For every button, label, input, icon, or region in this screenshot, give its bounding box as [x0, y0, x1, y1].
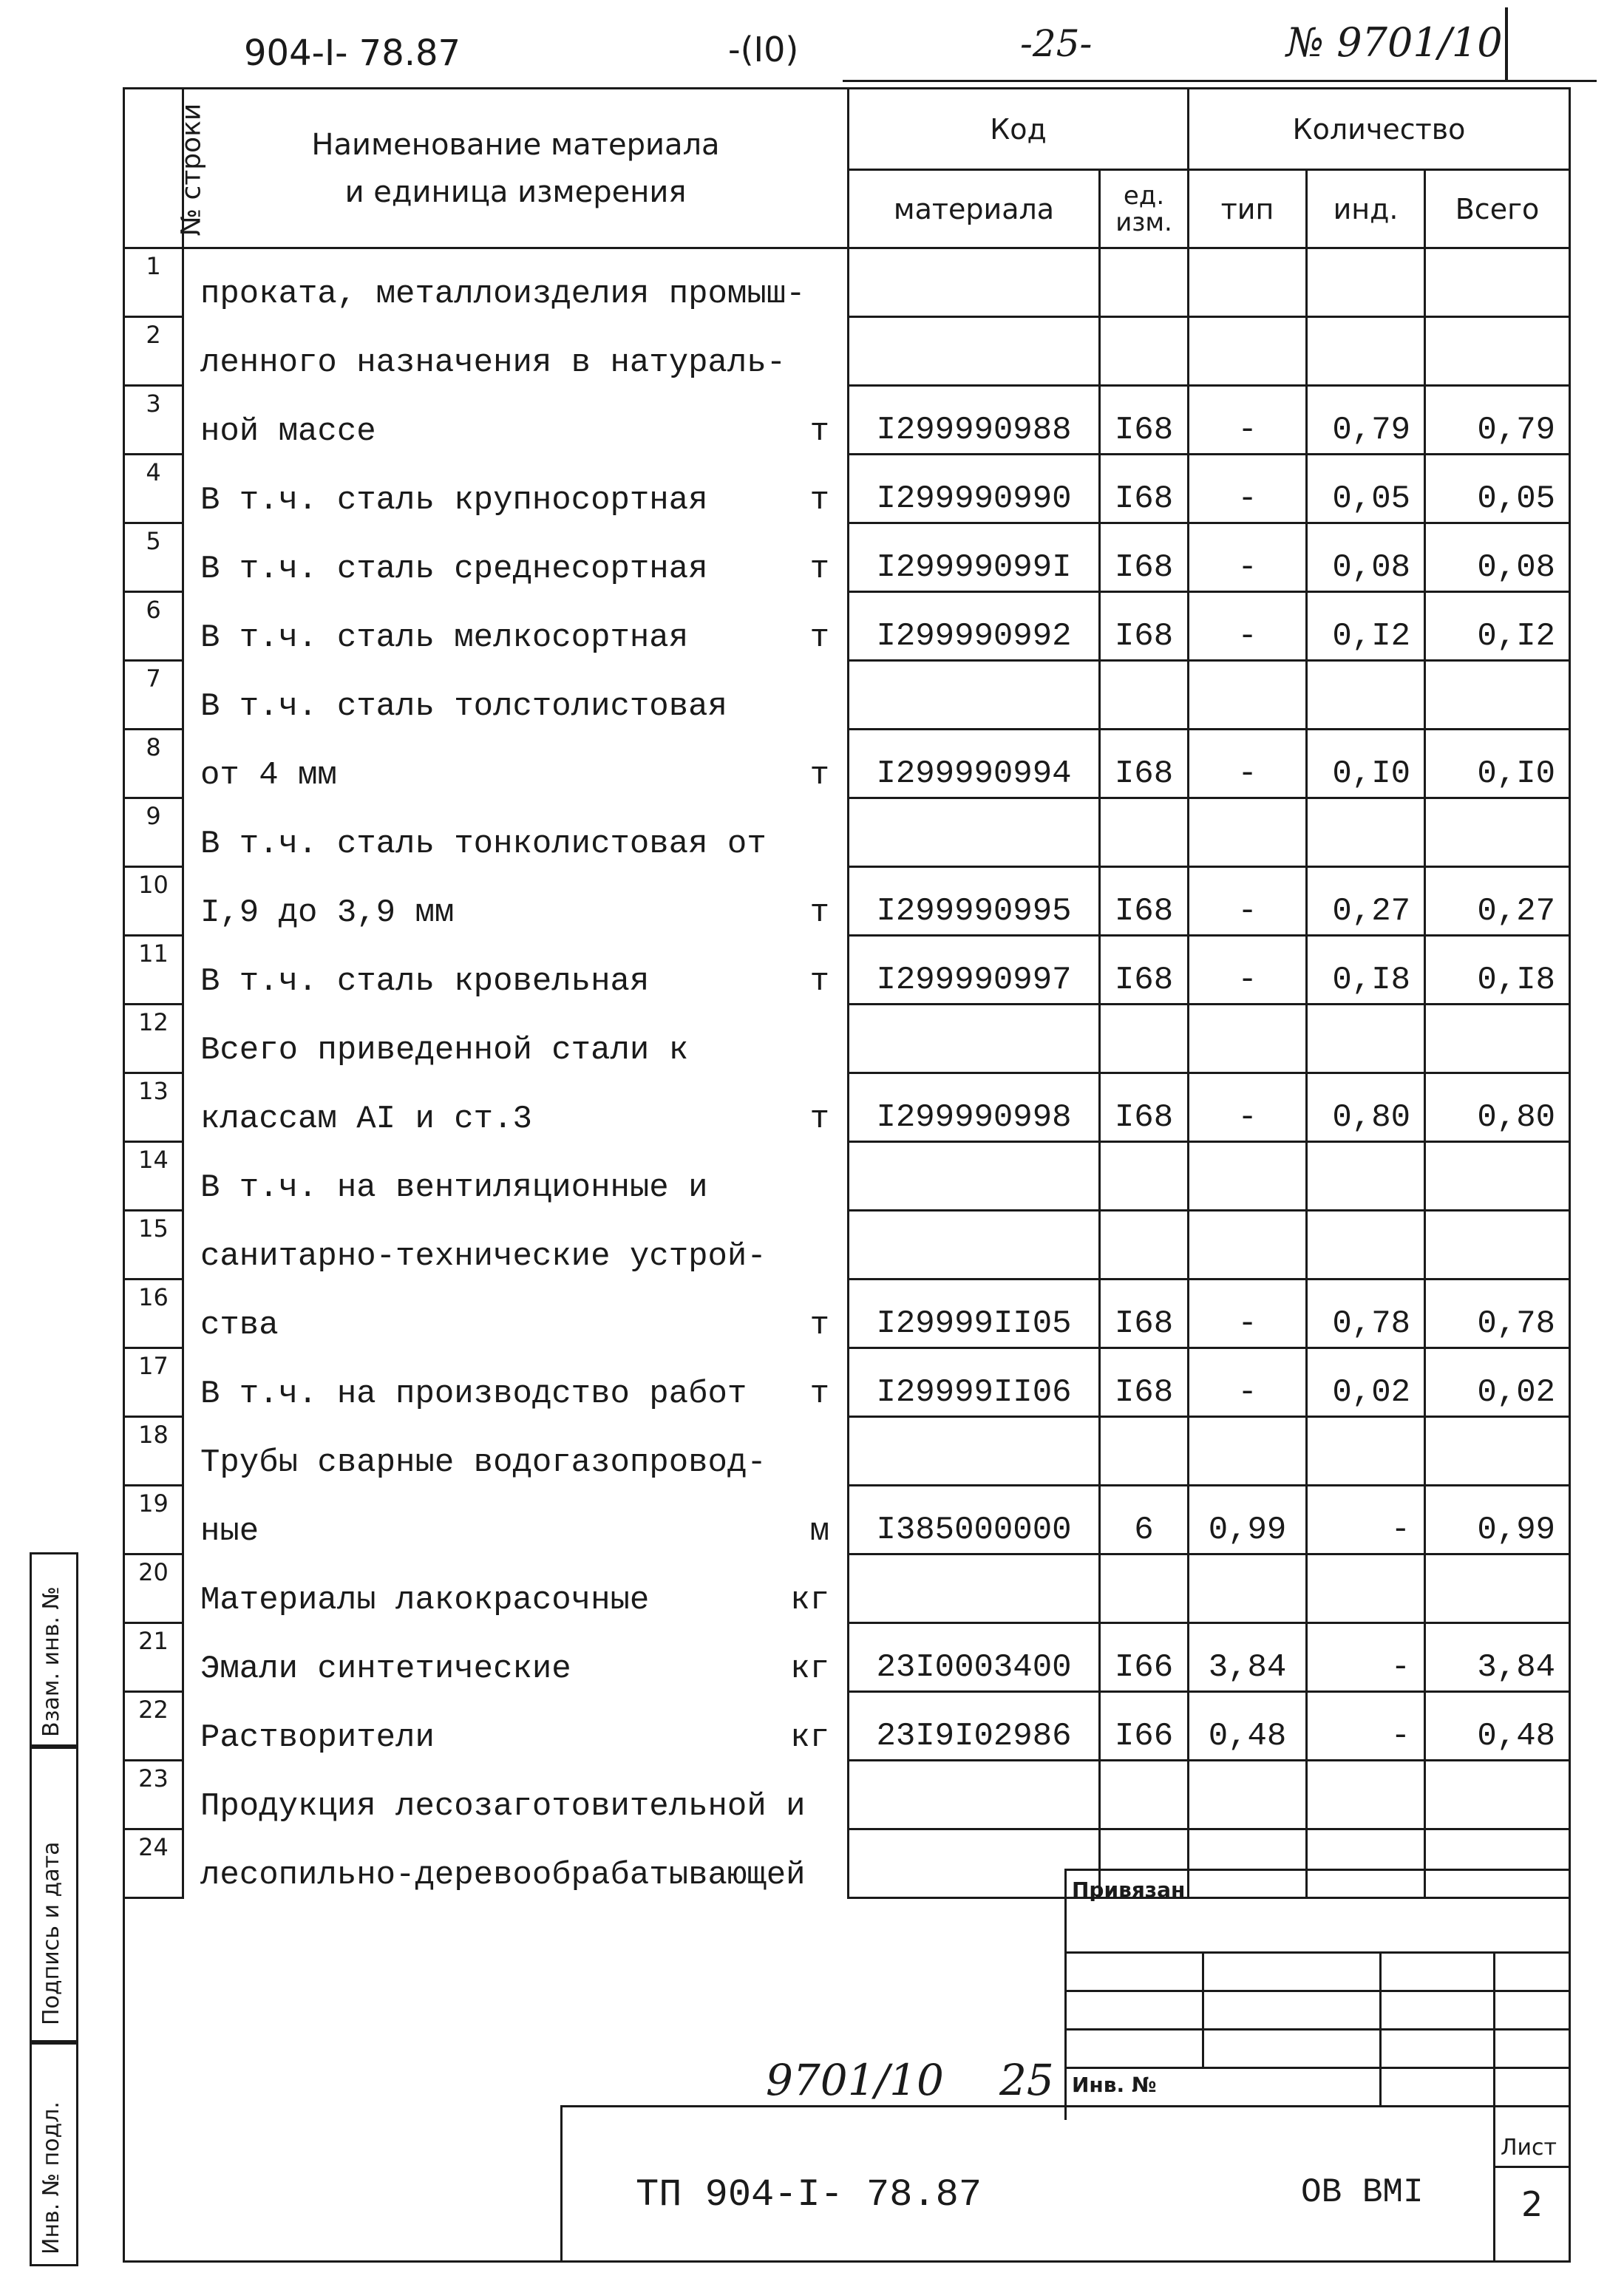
qty-total-cell: [1425, 1005, 1570, 1073]
header-quantity-group: Количество: [1189, 89, 1570, 170]
qty-ind-cell: -: [1307, 1486, 1425, 1554]
qty-ind-cell: [1307, 1829, 1425, 1898]
qty-type-cell: 3,84: [1189, 1623, 1307, 1692]
table-row: [124, 867, 1570, 936]
qty-ind-cell: 0,27: [1307, 867, 1425, 936]
qty-ind-cell: 0,02: [1307, 1348, 1425, 1417]
unit-code-cell: 6: [1100, 1486, 1189, 1554]
title-block-doc-code: ТП 904-I- 78.87: [636, 2173, 982, 2217]
unit-code-cell: I68: [1100, 592, 1189, 661]
archive-number-handwritten: № 9701/10: [1286, 19, 1503, 66]
material-code-cell: I299990998: [849, 1073, 1100, 1142]
material-name-cell: [183, 1211, 849, 1280]
qty-type-cell: -: [1189, 455, 1307, 523]
material-name-cell: [183, 1486, 849, 1554]
material-name-cell: [183, 1348, 849, 1417]
row-number-cell: 19: [124, 1486, 183, 1554]
material-code-cell: [849, 1761, 1100, 1829]
material-name-cell: [183, 1554, 849, 1623]
qty-total-cell: 0,I0: [1425, 730, 1570, 798]
inv-no-label: Инв. №: [1072, 2073, 1157, 2097]
table-row: [124, 1486, 1570, 1554]
unit-of-measure: т: [809, 619, 829, 656]
qty-total-cell: 0,48: [1425, 1692, 1570, 1761]
material-code-cell: 23I9I02986: [849, 1692, 1100, 1761]
material-name-cell: [183, 592, 849, 661]
unit-code-cell: [1100, 1142, 1189, 1211]
material-code-cell: I299990997: [849, 936, 1100, 1005]
qty-total-cell: [1425, 1761, 1570, 1829]
qty-type-cell: 0,99: [1189, 1486, 1307, 1554]
material-name-text: В т.ч. сталь тонколистовая от: [200, 825, 767, 863]
qty-ind-cell: 0,08: [1307, 523, 1425, 592]
qty-ind-cell: [1307, 1005, 1425, 1073]
qty-total-cell: 0,79: [1425, 386, 1570, 455]
material-name-text: ной массе: [200, 412, 376, 450]
row-number-cell: 17: [124, 1348, 183, 1417]
material-name-text: В т.ч. сталь кровельная: [200, 962, 650, 1000]
material-code-cell: 23I0003400: [849, 1623, 1100, 1692]
table-row: [124, 1829, 1570, 1898]
unit-code-cell: [1100, 317, 1189, 386]
unit-code-cell: I68: [1100, 867, 1189, 936]
qty-total-cell: [1425, 1554, 1570, 1623]
material-code-cell: [849, 1417, 1100, 1486]
material-name-cell: [183, 1623, 849, 1692]
row-number-cell: 13: [124, 1073, 183, 1142]
qty-type-cell: -: [1189, 867, 1307, 936]
sheet-marker: -(I0): [728, 30, 799, 69]
qty-total-cell: [1425, 248, 1570, 317]
qty-total-cell: 0,05: [1425, 455, 1570, 523]
unit-code-cell: I66: [1100, 1623, 1189, 1692]
title-block-sheet-code: ОВ ВМI: [1301, 2173, 1424, 2212]
material-name-text: В т.ч. сталь крупносортная: [200, 481, 708, 519]
qty-ind-cell: 0,I8: [1307, 936, 1425, 1005]
table-row: [124, 1554, 1570, 1623]
material-code-cell: [849, 1554, 1100, 1623]
material-name-text: Растворители: [200, 1719, 435, 1756]
unit-of-measure: т: [809, 756, 829, 794]
material-name-text: В т.ч. на вентиляционные и: [200, 1169, 708, 1206]
material-code-cell: I29999II05: [849, 1280, 1100, 1348]
qty-ind-cell: 0,I0: [1307, 730, 1425, 798]
unit-code-cell: [1100, 1761, 1189, 1829]
qty-total-cell: 0,08: [1425, 523, 1570, 592]
qty-total-cell: [1425, 317, 1570, 386]
row-number-cell: 10: [124, 867, 183, 936]
material-code-cell: I299990988: [849, 386, 1100, 455]
frame-bottom: [123, 2260, 1571, 2263]
material-name-cell: [183, 317, 849, 386]
material-code-cell: I299990994: [849, 730, 1100, 798]
unit-code-cell: I68: [1100, 730, 1189, 798]
qty-ind-cell: 0,80: [1307, 1073, 1425, 1142]
qty-total-cell: [1425, 1829, 1570, 1898]
unit-of-measure: кг: [790, 1581, 829, 1619]
table-row: [124, 455, 1570, 523]
qty-type-cell: -: [1189, 592, 1307, 661]
unit-of-measure: кг: [790, 1650, 829, 1688]
material-name-text: ные: [200, 1512, 259, 1550]
page-number-handwritten: -25-: [1020, 22, 1093, 65]
table-row: [124, 1280, 1570, 1348]
qty-type-cell: -: [1189, 1073, 1307, 1142]
materials-spec-table: [123, 87, 1571, 1899]
table-row: [124, 661, 1570, 730]
header-row-number: [124, 89, 207, 248]
row-number-cell: 21: [124, 1623, 183, 1692]
material-name-cell: [183, 386, 849, 455]
qty-ind-cell: [1307, 1417, 1425, 1486]
qty-total-cell: [1425, 1142, 1570, 1211]
qty-type-cell: -: [1189, 386, 1307, 455]
material-code-cell: [849, 1142, 1100, 1211]
row-number-label: № строки: [176, 103, 207, 236]
material-name-cell: [183, 661, 849, 730]
material-name-cell: [183, 867, 849, 936]
row-number-cell: 8: [124, 730, 183, 798]
table-row: [124, 1073, 1570, 1142]
unit-code-cell: [1100, 1005, 1189, 1073]
material-code-cell: [849, 1829, 1100, 1898]
table-row: [124, 730, 1570, 798]
unit-of-measure: т: [809, 894, 829, 931]
unit-of-measure: кг: [790, 1719, 829, 1756]
qty-total-cell: 0,02: [1425, 1348, 1570, 1417]
material-code-cell: I299990995: [849, 867, 1100, 936]
qty-type-cell: [1189, 1761, 1307, 1829]
row-number-cell: 9: [124, 798, 183, 867]
header-code-unit: ед. изм.: [1100, 170, 1189, 248]
material-name-cell: [183, 798, 849, 867]
table-row: [124, 317, 1570, 386]
qty-type-cell: -: [1189, 1280, 1307, 1348]
material-code-cell: [849, 248, 1100, 317]
material-name-cell: [183, 936, 849, 1005]
qty-type-cell: -: [1189, 523, 1307, 592]
material-code-cell: I29999099I: [849, 523, 1100, 592]
table-row: [124, 248, 1570, 317]
qty-total-cell: [1425, 661, 1570, 730]
side-label-vzam-inv: Взам. инв. №: [38, 1586, 64, 1737]
material-name-text: ленного назначения в натураль-: [200, 344, 786, 381]
table-row: [124, 1348, 1570, 1417]
frame-left: [123, 1744, 125, 2262]
qty-ind-cell: [1307, 661, 1425, 730]
unit-code-cell: [1100, 248, 1189, 317]
qty-type-cell: [1189, 1211, 1307, 1280]
unit-of-measure: т: [809, 412, 829, 450]
qty-type-cell: [1189, 1829, 1307, 1898]
unit-of-measure: т: [809, 481, 829, 519]
unit-of-measure: м: [809, 1512, 829, 1550]
document-code-header: 904-I- 78.87: [244, 33, 461, 74]
material-code-cell: [849, 798, 1100, 867]
qty-ind-cell: [1307, 1211, 1425, 1280]
material-code-cell: [849, 317, 1100, 386]
material-code-cell: I299990990: [849, 455, 1100, 523]
unit-of-measure: т: [809, 1306, 829, 1344]
row-number-cell: 7: [124, 661, 183, 730]
material-name-cell: [183, 730, 849, 798]
material-name-text: санитарно-технические устрой-: [200, 1237, 767, 1275]
qty-type-cell: [1189, 661, 1307, 730]
material-code-cell: I29999II06: [849, 1348, 1100, 1417]
table-row: [124, 523, 1570, 592]
qty-total-cell: [1425, 1417, 1570, 1486]
header-qty-type: тип: [1189, 170, 1307, 248]
material-name-text: В т.ч. сталь среднесортная: [200, 550, 708, 588]
unit-code-cell: I68: [1100, 523, 1189, 592]
header-top-rule: [843, 80, 1597, 82]
material-name-text: от 4 мм: [200, 756, 337, 794]
qty-type-cell: [1189, 1417, 1307, 1486]
qty-ind-cell: -: [1307, 1623, 1425, 1692]
tb-privyazan-top: [1064, 1869, 1569, 1871]
qty-type-cell: 0,48: [1189, 1692, 1307, 1761]
material-code-cell: [849, 661, 1100, 730]
material-name-cell: [183, 1829, 849, 1898]
qty-ind-cell: [1307, 1554, 1425, 1623]
qty-type-cell: -: [1189, 730, 1307, 798]
row-number-cell: 5: [124, 523, 183, 592]
row-number-cell: 1: [124, 248, 183, 317]
header-code-material: материала: [849, 170, 1100, 248]
tb-main-top: [560, 2105, 1569, 2107]
qty-ind-cell: [1307, 248, 1425, 317]
unit-code-cell: I68: [1100, 386, 1189, 455]
table-row: [124, 1211, 1570, 1280]
unit-of-measure: т: [809, 1375, 829, 1413]
qty-type-cell: [1189, 248, 1307, 317]
handwritten-page-number: 25: [999, 2055, 1054, 2105]
table-row: [124, 1761, 1570, 1829]
qty-total-cell: [1425, 1211, 1570, 1280]
material-code-cell: I299990992: [849, 592, 1100, 661]
qty-type-cell: [1189, 798, 1307, 867]
unit-code-cell: I68: [1100, 1348, 1189, 1417]
material-name-text: В т.ч. на производство работ: [200, 1375, 747, 1413]
spec-table-body: [124, 248, 1570, 1898]
table-row: [124, 1417, 1570, 1486]
tb-grid-v2: [1379, 1951, 1382, 2105]
qty-ind-cell: [1307, 1142, 1425, 1211]
row-number-cell: 11: [124, 936, 183, 1005]
table-row: [124, 1623, 1570, 1692]
table-row: [124, 936, 1570, 1005]
qty-total-cell: 0,78: [1425, 1280, 1570, 1348]
material-name-text: Трубы сварные водогазопровод-: [200, 1444, 767, 1481]
qty-type-cell: [1189, 1005, 1307, 1073]
table-row: [124, 798, 1570, 867]
material-name-text: I,9 до 3,9 мм: [200, 894, 455, 931]
qty-total-cell: 0,27: [1425, 867, 1570, 936]
privyazan-label: Привязан: [1072, 1877, 1186, 1902]
qty-total-cell: 0,80: [1425, 1073, 1570, 1142]
table-row: [124, 592, 1570, 661]
unit-of-measure: т: [809, 1100, 829, 1138]
unit-of-measure: т: [809, 550, 829, 588]
material-name-cell: [183, 1073, 849, 1142]
unit-code-cell: [1100, 1554, 1189, 1623]
row-number-cell: 18: [124, 1417, 183, 1486]
unit-code-cell: [1100, 661, 1189, 730]
material-name-cell: [183, 1692, 849, 1761]
tb-list-sep: [1493, 2166, 1569, 2168]
qty-ind-cell: 0,I2: [1307, 592, 1425, 661]
qty-type-cell: -: [1189, 1348, 1307, 1417]
frame-right: [1569, 1744, 1571, 2262]
qty-ind-cell: [1307, 317, 1425, 386]
material-name-cell: [183, 248, 849, 317]
unit-code-cell: [1100, 1417, 1189, 1486]
qty-ind-cell: [1307, 1761, 1425, 1829]
qty-total-cell: 0,I8: [1425, 936, 1570, 1005]
material-name-text: В т.ч. сталь толстолистовая: [200, 687, 727, 725]
material-name-cell: [183, 1005, 849, 1073]
tb-privyazan-left: [1064, 1869, 1067, 2120]
unit-code-cell: I68: [1100, 936, 1189, 1005]
qty-total-cell: 0,99: [1425, 1486, 1570, 1554]
material-name-cell: [183, 1280, 849, 1348]
table-row: [124, 1142, 1570, 1211]
row-number-cell: 16: [124, 1280, 183, 1348]
qty-type-cell: [1189, 1142, 1307, 1211]
material-name-cell: [183, 1761, 849, 1829]
unit-code-cell: I68: [1100, 1280, 1189, 1348]
material-name-text: Продукция лесозаготовительной и: [200, 1787, 806, 1825]
material-name-cell: [183, 1142, 849, 1211]
qty-type-cell: [1189, 1554, 1307, 1623]
material-code-cell: I385000000: [849, 1486, 1100, 1554]
qty-type-cell: -: [1189, 936, 1307, 1005]
material-name-text: Материалы лакокрасочные: [200, 1581, 650, 1619]
material-name-text: Эмали синтетические: [200, 1650, 571, 1688]
row-number-cell: 15: [124, 1211, 183, 1280]
tb-grid-v1: [1202, 1951, 1204, 2067]
unit-code-cell: [1100, 1211, 1189, 1280]
header-qty-ind: инд.: [1307, 170, 1425, 248]
material-name-text: лесопильно-деревообрабатывающей: [200, 1856, 806, 1894]
qty-ind-cell: -: [1307, 1692, 1425, 1761]
row-number-cell: 24: [124, 1829, 183, 1898]
row-number-cell: 23: [124, 1761, 183, 1829]
material-name-text: проката, металлоизделия промыш-: [200, 275, 806, 313]
handwritten-archive-number: 9701/10: [766, 2055, 944, 2105]
table-row: [124, 386, 1570, 455]
tb-main-left: [560, 2105, 563, 2260]
material-name-cell: [183, 1417, 849, 1486]
qty-total-cell: 3,84: [1425, 1623, 1570, 1692]
material-name-text: классам AI и ст.3: [200, 1100, 532, 1138]
header-right-rule: [1505, 7, 1508, 81]
material-code-cell: [849, 1005, 1100, 1073]
material-name-text: ства: [200, 1306, 279, 1344]
side-label-podpis-data: Подпись и дата: [38, 1841, 64, 2025]
unit-code-cell: [1100, 798, 1189, 867]
material-name-text: В т.ч. сталь мелкосортная: [200, 619, 689, 656]
qty-ind-cell: 0,78: [1307, 1280, 1425, 1348]
row-number-cell: 2: [124, 317, 183, 386]
table-row: [124, 1005, 1570, 1073]
header-code-group: Код: [849, 89, 1189, 170]
list-label: Лист: [1501, 2135, 1557, 2161]
row-number-cell: 6: [124, 592, 183, 661]
unit-code-cell: I66: [1100, 1692, 1189, 1761]
material-name-text: Всего приведенной стали к: [200, 1031, 689, 1069]
unit-code-cell: I68: [1100, 1073, 1189, 1142]
row-number-cell: 3: [124, 386, 183, 455]
qty-type-cell: [1189, 317, 1307, 386]
header-material-name: Наименование материала и единица измерения: [183, 89, 849, 248]
material-name-cell: [183, 523, 849, 592]
row-number-cell: 20: [124, 1554, 183, 1623]
material-code-cell: [849, 1211, 1100, 1280]
qty-total-cell: 0,I2: [1425, 592, 1570, 661]
row-number-cell: 22: [124, 1692, 183, 1761]
unit-of-measure: т: [809, 962, 829, 1000]
qty-ind-cell: 0,05: [1307, 455, 1425, 523]
unit-code-cell: I68: [1100, 455, 1189, 523]
qty-total-cell: [1425, 798, 1570, 867]
list-number: 2: [1521, 2184, 1543, 2224]
side-label-inv-podl: Инв. № подл.: [38, 2101, 64, 2254]
qty-ind-cell: 0,79: [1307, 386, 1425, 455]
qty-ind-cell: [1307, 798, 1425, 867]
table-row: [124, 1692, 1570, 1761]
header-qty-total: Всего: [1425, 170, 1570, 248]
row-number-cell: 12: [124, 1005, 183, 1073]
material-name-cell: [183, 455, 849, 523]
row-number-cell: 14: [124, 1142, 183, 1211]
row-number-cell: 4: [124, 455, 183, 523]
